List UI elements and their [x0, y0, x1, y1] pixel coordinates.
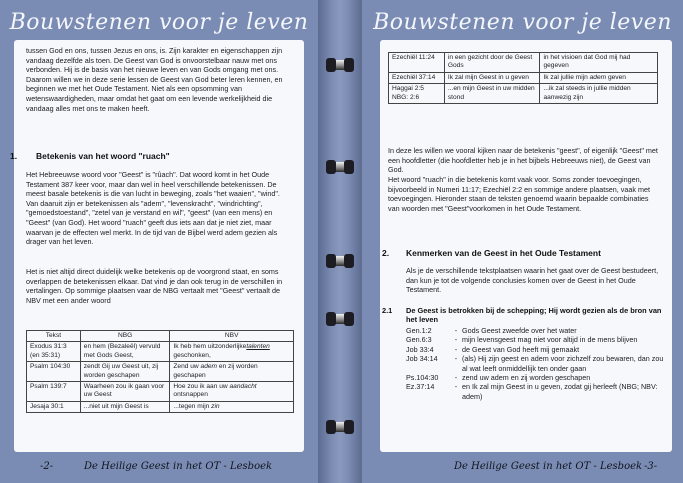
- table-cell: in een gezicht door de Geest Gods: [444, 53, 540, 73]
- left-paragraph-2: Het is niet altijd direct duidelijk welke betekenis op de voorgrond staat, en soms overlappen de betekenissen elkaar. Dat vind je dan ook terug in de verschillen in vertalingen. Op sommige plaatsen vaar de NBG vertaalt met "Geest" vertaalt de NBV met een ander woord: [26, 267, 283, 305]
- right-section-title: Kenmerken van de Geest in het Oude Testament: [406, 248, 601, 258]
- table-cell: ...niet uit mijn Geest is: [80, 401, 170, 412]
- right-footer-title: De Heilige Geest in het OT - Lesboek: [454, 461, 643, 472]
- table-cell: Psalm 139:7: [27, 382, 81, 402]
- cell-text: en zij worden geschapen: [173, 363, 258, 379]
- verse-reference: Ps.104:30: [406, 373, 439, 383]
- cell-text: geven: [606, 73, 626, 81]
- table-cell: in het visioen dat God mij had gegeven: [540, 53, 658, 73]
- cell-text: Ik zal jullie mijn: [543, 73, 590, 81]
- verse-text: de Geest van God heeft mij gemaakt: [462, 344, 580, 354]
- binder-ring-icon: [326, 254, 354, 268]
- right-translation-table: [388, 52, 658, 104]
- cell-emphasis: adem: [589, 73, 607, 81]
- binder-spine: [318, 0, 362, 483]
- table-row: [27, 382, 294, 402]
- table-cell: [170, 362, 294, 382]
- table-row: [27, 362, 294, 382]
- left-footer: [0, 457, 318, 477]
- binder-ring-icon: [326, 420, 354, 434]
- binder-ring-icon: [326, 58, 354, 72]
- table-cell: [540, 72, 658, 83]
- table-row: [27, 401, 294, 412]
- verse-reference: Gen.6:3: [406, 335, 432, 345]
- right-page: [362, 0, 683, 483]
- table-cell: Exodus 31:3 (en 35:31): [27, 342, 81, 362]
- table-row: [389, 53, 658, 73]
- cell-emphasis: zin: [211, 402, 220, 410]
- right-footer: [362, 457, 683, 477]
- list-item: Ez.37:14 - en Ik zal mijn Geest in u geven, zodat gij herleeft (NBG; NBV: adem): [406, 382, 664, 401]
- cell-text: Ik heb hem uitzonderlijke: [173, 343, 247, 351]
- table-cell: Waarheen zou ik gaan voor uw Geest: [80, 382, 170, 402]
- cell-text: Zend uw: [173, 363, 201, 371]
- table-cell: en hem (Bezaleël) vervuld met Gods Geest,: [80, 342, 170, 362]
- table-header: NBG: [80, 331, 170, 342]
- right-paragraph-3: Als je de verschillende tekstplaatsen waarin het gaat over de Geest bestudeert, dan kun je tot de volgende conclusies komen over de Geest in het Oude Testament.: [406, 266, 659, 295]
- table-cell: [170, 401, 294, 412]
- binder-ring-icon: [326, 312, 354, 326]
- verse-text: Gods Geest zweefde over het water: [462, 326, 577, 335]
- binder-ring-icon: [326, 160, 354, 174]
- verse-reference: Job 34:14: [406, 354, 438, 364]
- table-cell: Ezechiël 37:14: [389, 72, 445, 83]
- right-page-number: -3-: [644, 461, 658, 472]
- verse-reference: Ez.37:14: [406, 382, 435, 392]
- cell-text: ontsnappen: [173, 391, 208, 399]
- left-page: [0, 0, 318, 483]
- left-page-number: -2-: [40, 461, 54, 472]
- cell-emphasis: adem: [200, 363, 218, 371]
- verse-reference: Gen.1:2: [406, 326, 432, 335]
- table-cell: Jesaja 30:1: [27, 401, 81, 412]
- list-item: Job 33:4 - de Geest van God heeft mij gemaakt: [406, 345, 664, 354]
- table-cell: ...en mijn Geest in uw midden stond: [444, 84, 540, 104]
- verse-list: [406, 326, 664, 401]
- list-item: Ps.104:30 - zend uw adem en zij worden geschapen: [406, 373, 664, 382]
- table-header-row: [27, 331, 294, 342]
- cell-text: ...tegen mijn: [173, 402, 212, 410]
- left-paragraph-1: Het Hebreeuwse woord voor "Geest" is "rûach". Dat woord komt in het Oude Testament 387 keer voor, maar dan wel in heel verschillende betekenissen. De meest basale betekenis is die van lucht in beweging, zoals "het waaien", "wind". Van daaruit zijn er betekenissen als "adem", "levenskracht", "windrichting", "gemoedstoestand", "zetel van je verstand en wil", "geest" (van een mens) en "Geest" (van God). Het woord "ruach" geeft dus iets aan dat je niet ziet, maar waarvan je de effecten wel merkt. In de tijd van de Bijbel werd adem gezien als drager van het leven.: [26, 170, 280, 247]
- table-cell: Ik zal mijn Geest in u geven: [444, 72, 540, 83]
- verse-text: zend uw adem en zij worden geschapen: [462, 373, 591, 383]
- cell-text: geschonken,: [173, 351, 211, 359]
- table-row: [27, 342, 294, 362]
- cell-text: Hoe zou ik aan uw: [173, 383, 230, 391]
- table-header: Tekst: [27, 331, 81, 342]
- left-sheet: [10, 40, 304, 452]
- list-item: Gen.1:2 - Gods Geest zweefde over het water: [406, 326, 664, 335]
- left-intro-paragraph: tussen God en ons, tussen Jezus en ons, is. Zijn karakter en eigenschappen zijn vandaag dezelfde als toen. De Geest van God is onvoorstelbaar nauw met ons verbonden. Hij is de basis van het nieuwe leven en van Gods omgang met ons. Daarom willen we in deze serie lessen de Geest van God beter leren kennen, en beginnen we met het Oude Testament. Niet als een opsomming van wetenswaardigheden, maar omdat het gaat om een levende werkelijkheid die vandaag alles met ons te maken heeft.: [26, 46, 283, 113]
- table-cell: zendt Gij uw Geest uit, zij worden geschapen: [80, 362, 170, 382]
- table-row: [389, 84, 658, 104]
- table-cell: [170, 382, 294, 402]
- table-cell: Ezechiël 11:24: [389, 53, 445, 73]
- table-cell: Psalm 104:30: [27, 362, 81, 382]
- list-item: Job 34:14 - (als) Hij zijn geest en adem voor zichzelf zou bewaren, dan zou al wat leeft onmiddellijk ten onder gaan: [406, 354, 664, 373]
- right-section-number: 2.: [382, 248, 390, 258]
- cell-emphasis: talenten: [246, 343, 270, 351]
- verse-text: en Ik zal mijn Geest in u geven, zodat gij herleeft (NBG; NBV: adem): [462, 382, 658, 401]
- right-banner-title: Bouwstenen voor je leven: [373, 10, 672, 35]
- list-item: Gen.6:3 - mijn levensgeest mag niet voor altijd in de mens blijven: [406, 335, 664, 344]
- table-cell: Haggai 2:5 NBG: 2:6: [389, 84, 445, 104]
- left-translation-table: [26, 330, 294, 413]
- right-subsection-title: De Geest is betrokken bij de schepping; Hij wordt gezien als de bron van het leven: [406, 306, 662, 325]
- left-section-title: Betekenis van het woord "ruach": [36, 151, 170, 161]
- table-row: [389, 72, 658, 83]
- left-section-number: 1.: [10, 151, 18, 161]
- cell-emphasis: aandacht: [229, 383, 257, 391]
- table-header: NBV: [170, 331, 294, 342]
- left-banner-title: Bouwstenen voor je leven: [9, 10, 309, 35]
- left-footer-title: De Heilige Geest in het OT - Lesboek: [84, 461, 273, 472]
- table-cell: ...ik zal steeds in jullie midden aanwezig zijn: [540, 84, 658, 104]
- table-cell: [170, 342, 294, 362]
- right-sheet: [380, 40, 672, 452]
- verse-text: (als) Hij zijn geest en adem voor zichzelf zou bewaren, dan zou al wat leeft onmiddellijk ten onder gaan: [462, 354, 664, 373]
- right-paragraph-2: Het woord "ruach" in die betekenis komt vaak voor. Soms zonder toevoegingen, bijvoorbeeld in Numeri 11:17; Ezechiël 2:2 en sommige andere plaatsen, vaak met toevoegingen. Hieronder staan de teksten genoemd waarin bepaalde combinaties van woorden met "Geest"voorkomen in het Oude Testament.: [388, 175, 650, 213]
- verse-text: mijn levensgeest mag niet voor altijd in de mens blijven: [462, 335, 638, 345]
- right-paragraph-1: In deze les willen we vooral kijken naar de betekenis "geest", of eigenlijk "Geest" met een hoofdletter (die hoofdletter heb je in het bijbels Hebreeuws niet), de Geest van God.: [388, 146, 658, 175]
- verse-reference: Job 33:4: [406, 344, 434, 354]
- right-subsection-number: 2.1: [382, 306, 393, 315]
